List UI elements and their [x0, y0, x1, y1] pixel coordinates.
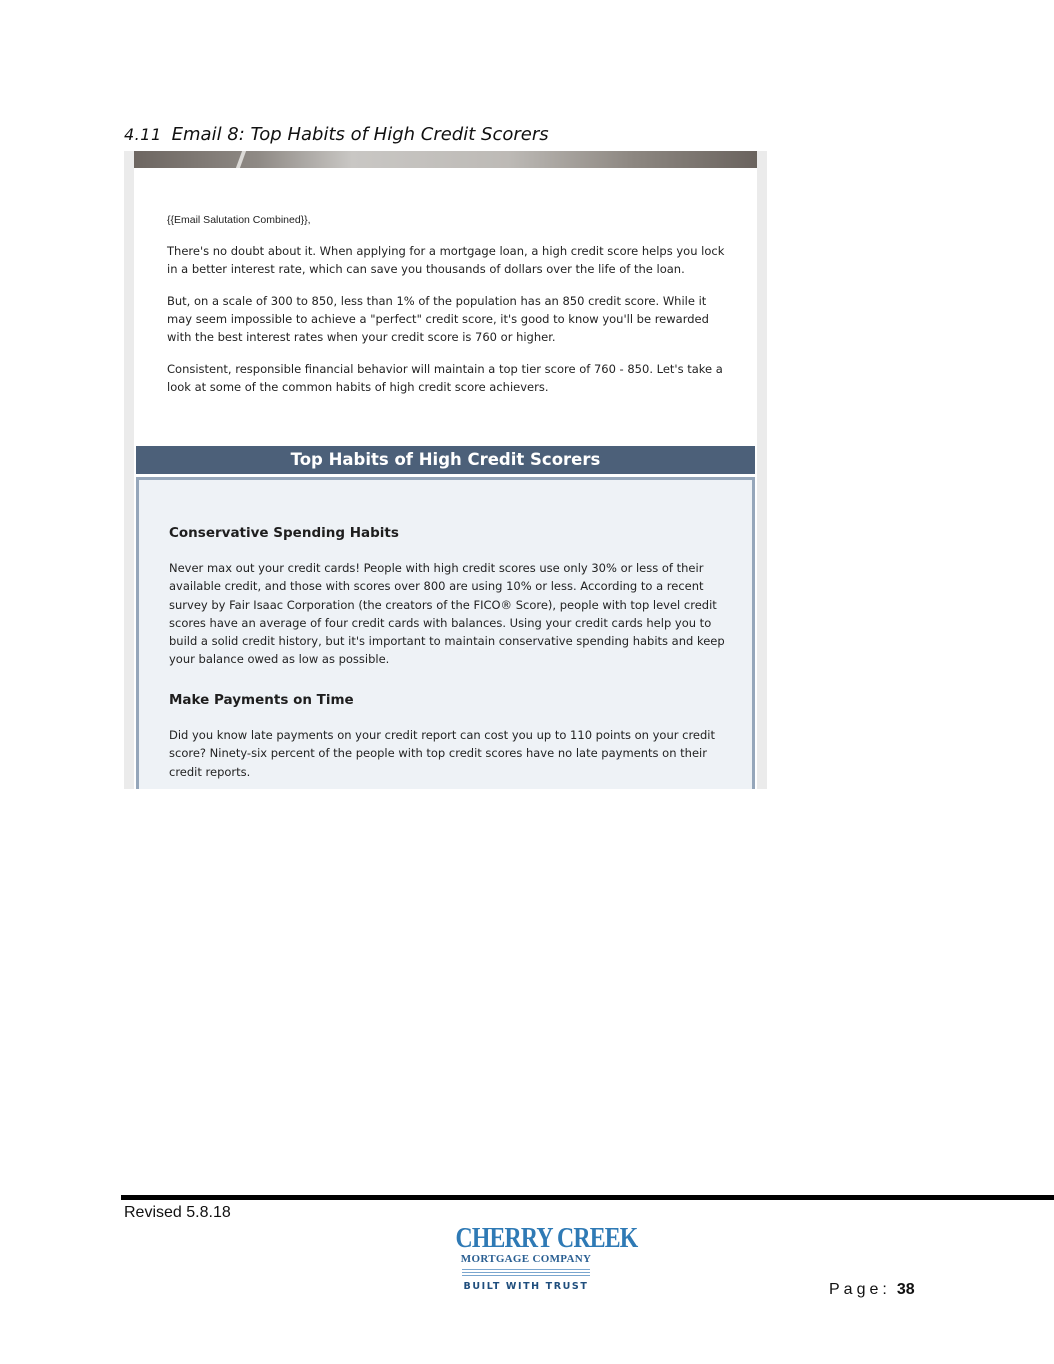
habit-section: [169, 692, 729, 781]
email-screenshot: [124, 151, 767, 789]
email-body: [134, 151, 757, 789]
page-number: [829, 1281, 915, 1299]
logo-tagline: BUILT WITH TRUST: [463, 1281, 589, 1292]
intro-paragraph: There's no doubt about it. When applying for a mortgage loan, a high credit score helps you lock in a better interest rate, which can save you thousands of dollars over the life of the loan.: [167, 244, 725, 276]
page-number-value: 38: [896, 1281, 915, 1298]
footer-rule: [121, 1195, 1054, 1200]
habit-title: Conservative Spending Habits: [169, 525, 399, 541]
habits-header: Top Habits of High Credit Scorers: [136, 446, 755, 474]
section-number: 4.11: [124, 125, 162, 144]
page-label: Page:: [829, 1281, 891, 1298]
intro-paragraph: Consistent, responsible financial behavior will maintain a top tier score of 760 - 850. Let's take a look at some of the common habits of high credit score achievers.: [167, 362, 723, 394]
section-heading: [124, 124, 549, 145]
habit-body: Never max out your credit cards! People with high credit scores use only 30% or less of their available credit, and those with scores over 800 are using 10% or less. According to a recent survey by Fair Isaac Corporation (the creators of the FICO® Score), people with top level credit scores have an average of four credit cards with balances. Using your credit cards help you to build a solid credit history, but it's important to maintain conservative spending habits and keep your balance owed as low as possible.: [169, 561, 725, 667]
habit-section: [169, 525, 729, 669]
company-logo: [440, 1222, 638, 1304]
logo-name: CHERRY CREEK: [455, 1222, 638, 1254]
habit-title: Make Payments on Time: [169, 692, 354, 708]
intro-paragraph: But, on a scale of 300 to 850, less than 1% of the population has an 850 credit score. While it may seem impossible to achieve a "perfect" credit score, it's good to know you'll be rewarded with the best interest rates when your credit score is 760 or higher.: [167, 294, 709, 344]
habit-body: Did you know late payments on your credit report can cost you up to 110 points on your credit score? Ninety-six percent of the people with top credit scores have no late payments on their credit reports.: [169, 728, 716, 779]
logo-lines: [462, 1269, 590, 1276]
habits-box: [136, 477, 755, 789]
section-title: Email 8: Top Habits of High Credit Scorers: [171, 124, 549, 145]
email-salutation: {{Email Salutation Combined}},: [167, 214, 311, 226]
logo-subtitle: MORTGAGE COMPANY: [460, 1253, 592, 1265]
email-intro: [167, 211, 729, 410]
revised-date: Revised 5.8.18: [124, 1204, 231, 1221]
email-banner-image: [134, 151, 757, 168]
